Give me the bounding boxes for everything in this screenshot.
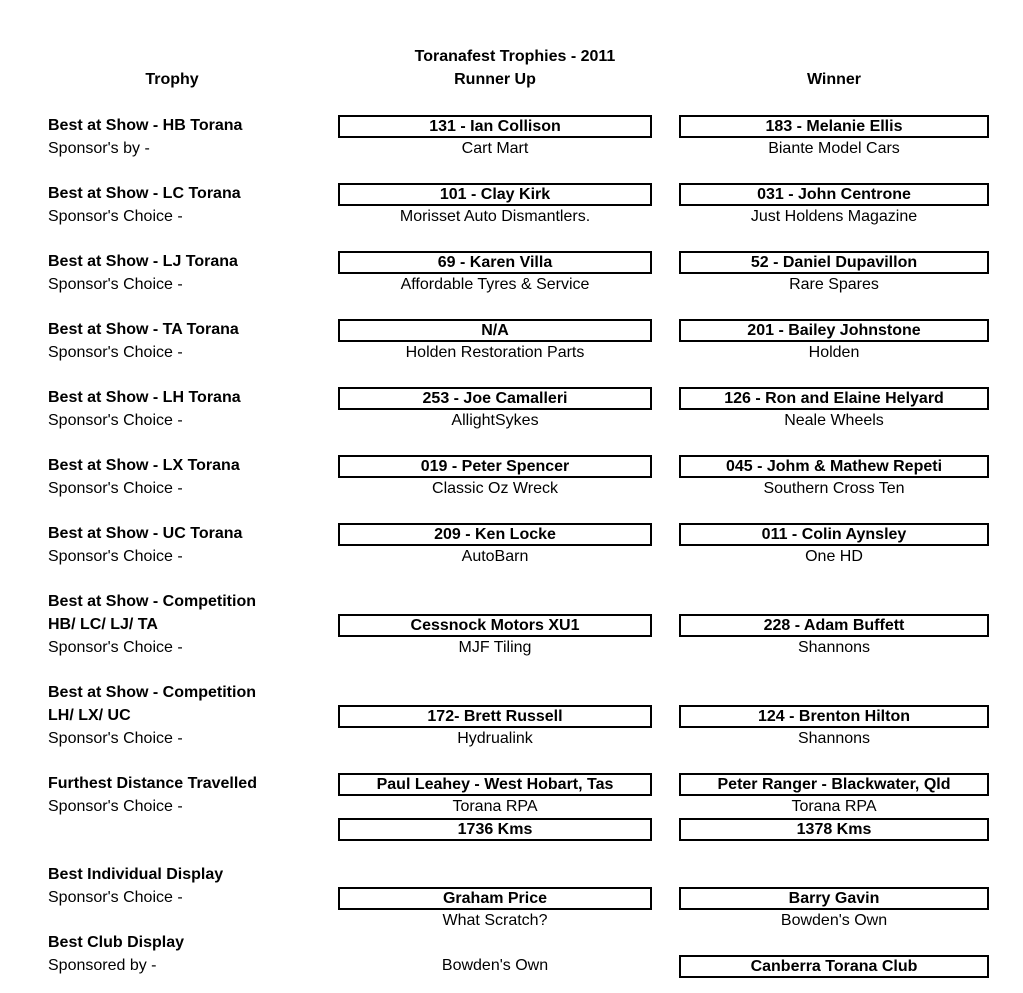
- runner-up-entry: 253 - Joe Camalleri: [338, 387, 652, 410]
- sponsor-label: Sponsor's Choice -: [48, 412, 183, 429]
- winner-sponsor: Shannons: [797, 639, 871, 656]
- column-header-trophy: Trophy: [145, 71, 199, 88]
- winner-entry: 201 - Bailey Johnstone: [679, 319, 989, 342]
- page-title: Toranafest Trophies - 2011: [414, 48, 616, 65]
- sponsor-label: Sponsor's by -: [48, 140, 150, 157]
- winner-sponsor: Rare Spares: [789, 276, 879, 293]
- sponsor-label: Sponsored by -: [48, 957, 157, 974]
- runner-up-distance: 1736 Kms: [338, 818, 652, 841]
- sponsor-label: Sponsor's Choice -: [48, 548, 183, 565]
- sponsor-label: Sponsor's Choice -: [48, 344, 183, 361]
- trophy-category: Best at Show - LC Torana: [48, 185, 241, 202]
- runner-up-entry: 131 - Ian Collison: [338, 115, 652, 138]
- runner-up-sponsor: Classic Oz Wreck: [432, 480, 558, 497]
- runner-up-sponsor: Bowden's Own: [441, 957, 549, 974]
- trophy-category: Best at Show - TA Torana: [48, 321, 239, 338]
- runner-up-entry: N/A: [338, 319, 652, 342]
- winner-entry: 52 - Daniel Dupavillon: [679, 251, 989, 274]
- sponsor-label: Sponsor's Choice -: [48, 798, 183, 815]
- winner-sponsor: Southern Cross Ten: [763, 480, 905, 497]
- winner-sponsor: Bowden's Own: [780, 912, 888, 929]
- sponsor-label: Sponsor's Choice -: [48, 276, 183, 293]
- trophy-category: Best at Show - Competition: [48, 684, 256, 701]
- column-header-winner: Winner: [806, 71, 862, 88]
- column-header-runner-up: Runner Up: [454, 71, 536, 88]
- winner-entry: 011 - Colin Aynsley: [679, 523, 989, 546]
- trophy-category: Best at Show - UC Torana: [48, 525, 243, 542]
- runner-up-sponsor: Affordable Tyres & Service: [400, 276, 590, 293]
- winner-sponsor: Neale Wheels: [784, 412, 884, 429]
- winner-sponsor: Biante Model Cars: [768, 140, 900, 157]
- trophy-category-line2: HB/ LC/ LJ/ TA: [48, 616, 158, 633]
- runner-up-sponsor: Cart Mart: [461, 140, 529, 157]
- runner-up-entry: 209 - Ken Locke: [338, 523, 652, 546]
- winner-entry: 045 - Johm & Mathew Repeti: [679, 455, 989, 478]
- trophy-category: Best Club Display: [48, 934, 185, 951]
- runner-up-entry: Graham Price: [338, 887, 652, 910]
- winner-entry: 124 - Brenton Hilton: [679, 705, 989, 728]
- runner-up-entry: 019 - Peter Spencer: [338, 455, 652, 478]
- winner-entry: 228 - Adam Buffett: [679, 614, 989, 637]
- sponsor-label: Sponsor's Choice -: [48, 480, 183, 497]
- trophy-category-line2: LH/ LX/ UC: [48, 707, 131, 724]
- sponsor-label: Sponsor's Choice -: [48, 889, 183, 906]
- sponsor-label: Sponsor's Choice -: [48, 639, 183, 656]
- trophy-category: Best at Show - LH Torana: [48, 389, 241, 406]
- runner-up-entry: 172- Brett Russell: [338, 705, 652, 728]
- sponsor-label: Sponsor's Choice -: [48, 208, 183, 225]
- winner-sponsor: One HD: [805, 548, 863, 565]
- runner-up-entry: Cessnock Motors XU1: [338, 614, 652, 637]
- trophy-category: Best Individual Display: [48, 866, 224, 883]
- winner-entry: 183 - Melanie Ellis: [679, 115, 989, 138]
- winner-entry: Peter Ranger - Blackwater, Qld: [679, 773, 989, 796]
- trophy-category: Best at Show - LJ Torana: [48, 253, 238, 270]
- trophy-category: Best at Show - Competition: [48, 593, 256, 610]
- runner-up-sponsor: MJF Tiling: [458, 639, 532, 656]
- trophy-category: Furthest Distance Travelled: [48, 775, 257, 792]
- sponsor-label: Sponsor's Choice -: [48, 730, 183, 747]
- winner-sponsor: Just Holdens Magazine: [750, 208, 918, 225]
- trophy-category: Best at Show - LX Torana: [48, 457, 240, 474]
- trophy-category: Best at Show - HB Torana: [48, 117, 243, 134]
- winner-entry: 126 - Ron and Elaine Helyard: [679, 387, 989, 410]
- winner-entry: Canberra Torana Club: [679, 955, 989, 978]
- runner-up-entry: Paul Leahey - West Hobart, Tas: [338, 773, 652, 796]
- winner-entry: 031 - John Centrone: [679, 183, 989, 206]
- runner-up-entry: 69 - Karen Villa: [338, 251, 652, 274]
- runner-up-sponsor: AutoBarn: [461, 548, 529, 565]
- runner-up-sponsor: Morisset Auto Dismantlers.: [399, 208, 591, 225]
- runner-up-sponsor: What Scratch?: [442, 912, 548, 929]
- runner-up-sponsor: Hydrualink: [457, 730, 533, 747]
- winner-sponsor: Holden: [808, 344, 860, 361]
- runner-up-sponsor: Holden Restoration Parts: [405, 344, 585, 361]
- runner-up-entry: 101 - Clay Kirk: [338, 183, 652, 206]
- winner-distance: 1378 Kms: [679, 818, 989, 841]
- runner-up-sponsor: AllightSykes: [451, 412, 539, 429]
- winner-entry: Barry Gavin: [679, 887, 989, 910]
- runner-up-sponsor: Torana RPA: [452, 798, 538, 815]
- winner-sponsor: Shannons: [797, 730, 871, 747]
- winner-sponsor: Torana RPA: [791, 798, 877, 815]
